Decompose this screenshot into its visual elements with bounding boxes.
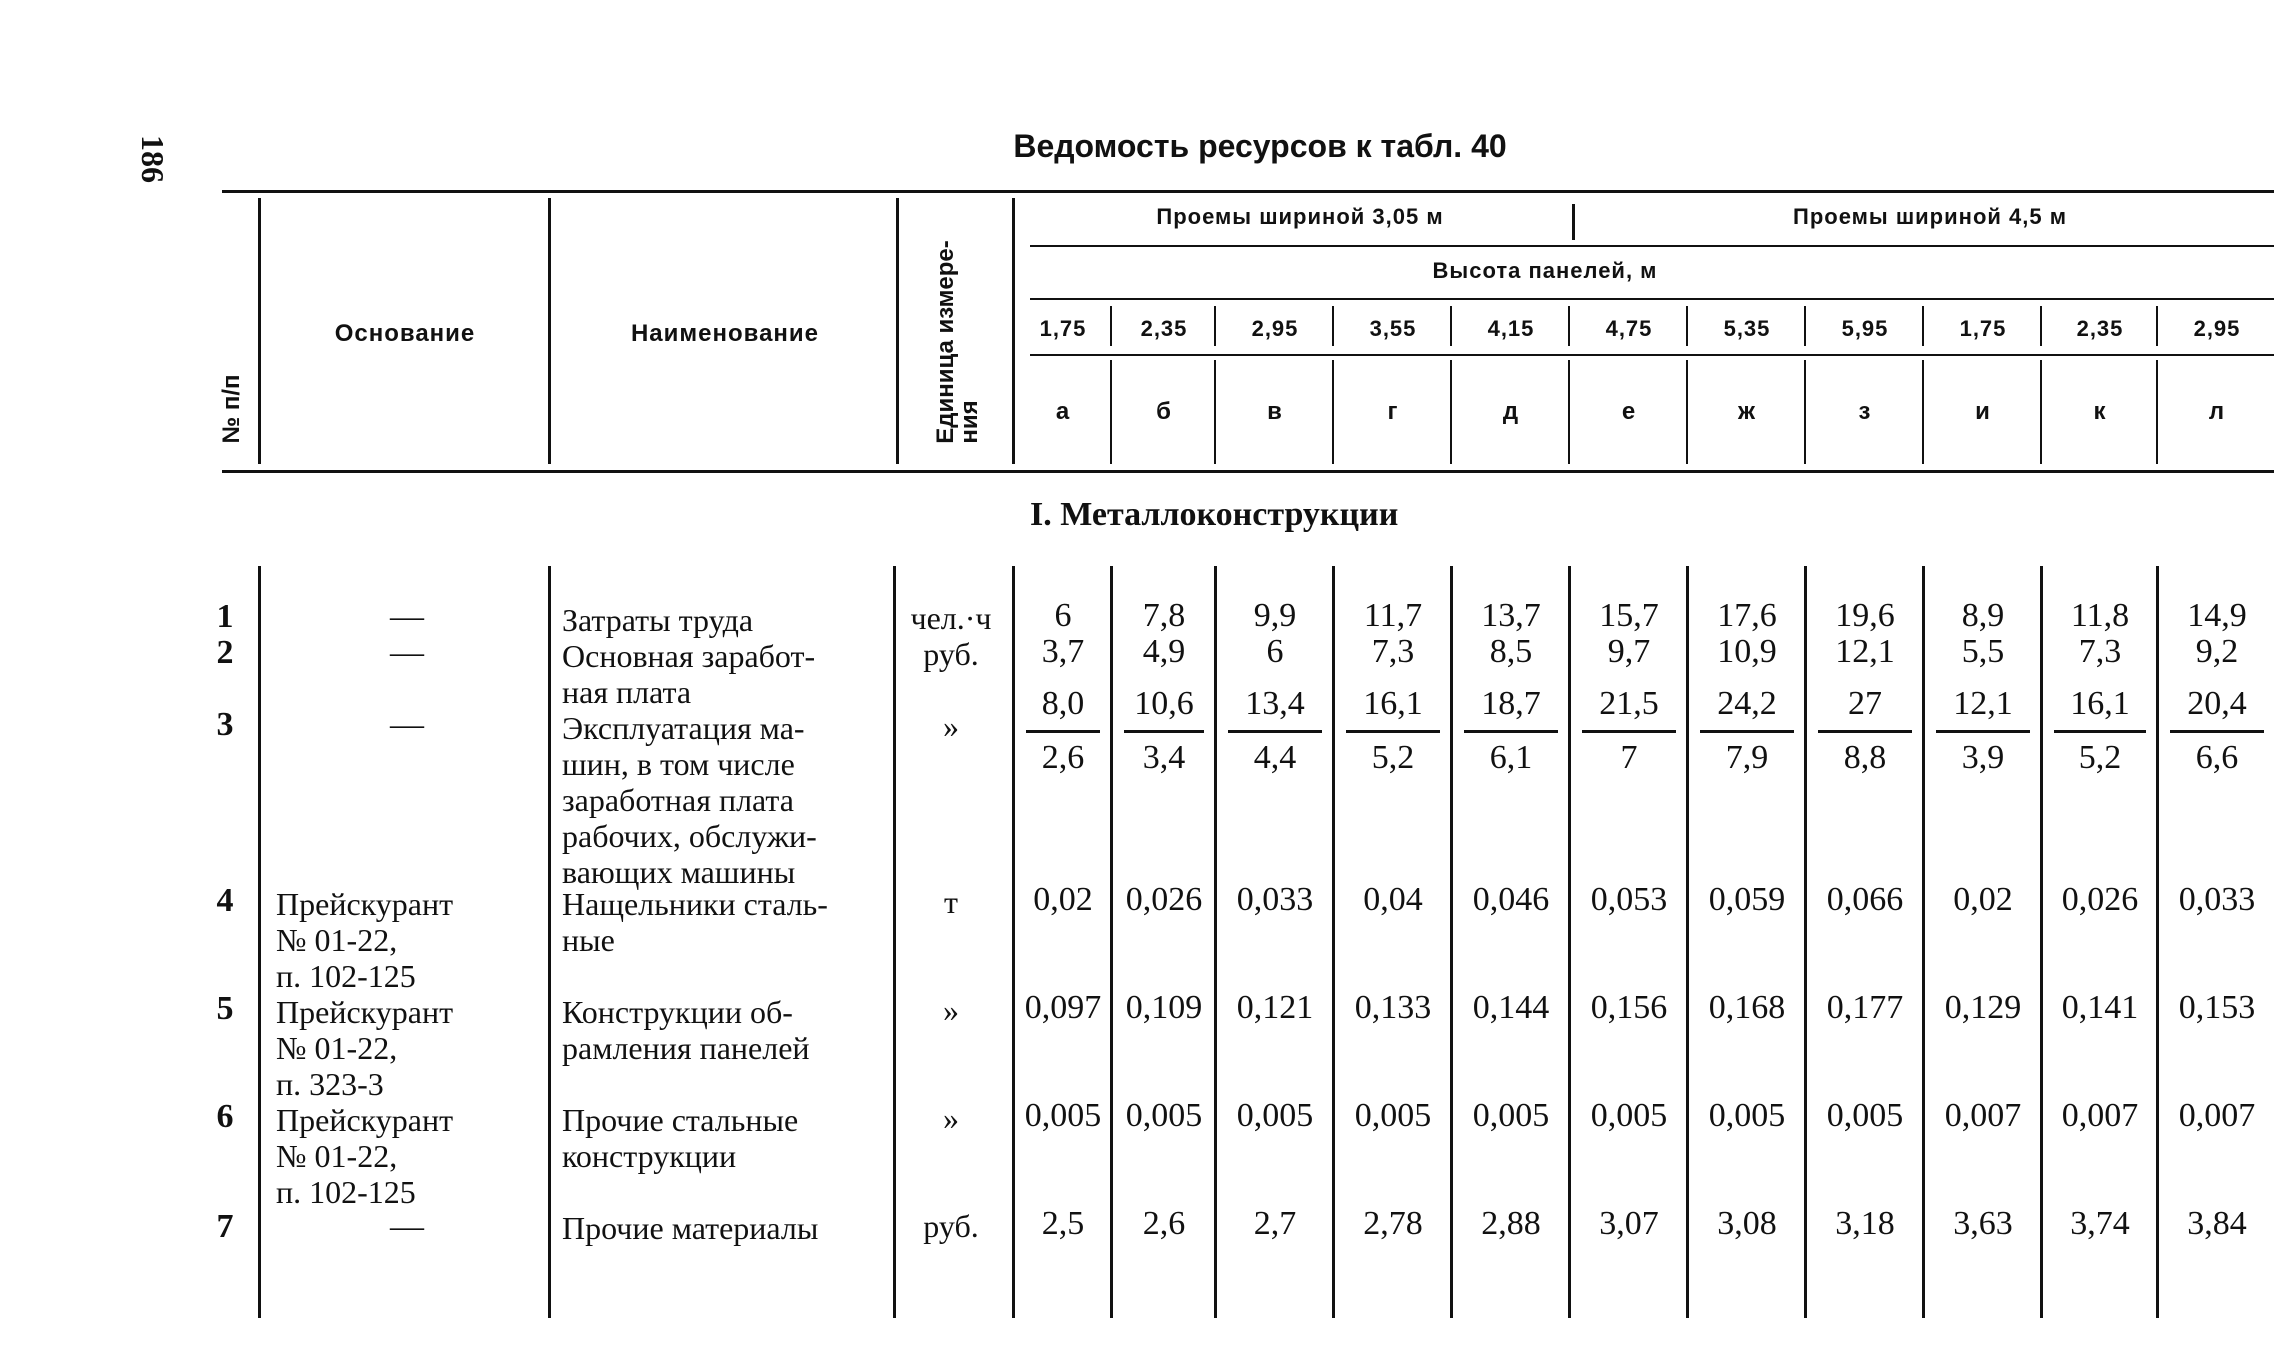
value-cell: 17,6 [1717,597,1777,634]
column-letter: г [1387,398,1399,425]
value-cell: 6 [1054,597,1072,634]
value-cell: 7,3 [2078,633,2122,670]
height-divider [1332,306,1334,346]
value-cell: 0,007 [1944,1097,2022,1134]
height-value: 2,35 [1140,316,1188,341]
fraction-top: 13,4 [1245,685,1305,722]
height-divider [1922,306,1924,346]
value-cell: 7,8 [1142,597,1186,634]
column-letter: з [1858,398,1872,425]
value-cell: 13,7 [1481,597,1541,634]
value-cell: 0,033 [1236,881,1314,918]
value-cell: 0,053 [1590,881,1668,918]
fraction-top: 10,6 [1134,685,1194,722]
row-unit: » [943,992,959,1028]
fraction-line [1936,730,2030,733]
value-col-divider [1568,566,1571,1318]
row-unit: » [943,1100,959,1136]
height-value: 5,35 [1723,316,1771,341]
column-letter: к [2093,398,2107,425]
value-cell: 3,7 [1041,633,1085,670]
value-cell: 0,109 [1125,989,1203,1026]
height-divider [1214,306,1216,346]
letter-divider [1110,360,1112,464]
fraction-bottom: 5,2 [2078,739,2122,776]
row-name: Конструкции об- рамления панелей [562,994,810,1066]
row-num: 4 [216,882,234,919]
column-letter: а [1055,398,1071,425]
fraction-line [1464,730,1558,733]
letter-divider [1332,360,1334,464]
height-value: 1,75 [1959,316,2007,341]
column-letter: ж [1737,398,1756,425]
height-value: 2,95 [2193,316,2241,341]
value-cell: 8,9 [1961,597,2005,634]
column-letter: д [1502,398,1520,425]
fraction-top: 20,4 [2187,685,2247,722]
value-cell: 0,005 [1236,1097,1314,1134]
height-value: 5,95 [1841,316,1889,341]
fraction-bottom: 6,1 [1489,739,1533,776]
value-cell: 19,6 [1835,597,1895,634]
value-cell: 2,88 [1481,1205,1541,1242]
basis-dash: — [390,1208,424,1245]
fraction-line [2170,730,2264,733]
body-col-divider [548,566,551,1318]
value-col-divider [1450,566,1453,1318]
basis-dash: — [390,634,424,671]
value-cell: 0,026 [2061,881,2139,918]
value-cell: 0,046 [1472,881,1550,918]
row-name: Прочие стальные конструкции [562,1102,799,1174]
group-4-5: Проемы шириной 4,5 м [1793,204,2067,229]
fraction-line [1026,730,1100,733]
fraction-line [1582,730,1676,733]
value-cell: 7,3 [1371,633,1415,670]
basis-text: Прейскурант № 01-22, п. 102-125 [276,1102,454,1210]
value-cell: 0,033 [2178,881,2256,918]
letter-divider [1804,360,1806,464]
fraction-line [1228,730,1322,733]
value-cell: 14,9 [2187,597,2247,634]
height-divider [1804,306,1806,346]
value-col-divider [2040,566,2043,1318]
value-cell: 0,153 [2178,989,2256,1026]
fraction-bottom: 6,6 [2195,739,2239,776]
fraction-bottom: 3,4 [1142,739,1186,776]
heights-rule [1030,354,2274,356]
row-num: 7 [216,1208,234,1245]
header-basis: Основание [334,320,476,347]
value-col-divider [1332,566,1335,1318]
fraction-bottom: 7 [1620,739,1638,776]
group-3-05: Проемы шириной 3,05 м [1156,204,1444,229]
basis-dash: — [390,706,424,743]
fraction-top: 12,1 [1953,685,2013,722]
fraction-top: 16,1 [1363,685,1423,722]
value-cell: 2,5 [1041,1205,1085,1242]
header-bottom-rule [222,470,2274,473]
row-name: Нащельники сталь- ные [562,886,828,958]
height-value: 1,75 [1039,316,1087,341]
height-value: 4,75 [1605,316,1653,341]
value-cell: 3,07 [1599,1205,1659,1242]
value-cell: 2,78 [1363,1205,1423,1242]
row-unit: чел.·ч [910,600,992,636]
letter-divider [1686,360,1688,464]
height-value: 2,35 [2076,316,2124,341]
height-divider [2156,306,2158,346]
basis-dash: — [390,598,424,635]
value-cell: 0,059 [1708,881,1786,918]
value-cell: 0,005 [1472,1097,1550,1134]
row-num: 6 [216,1098,234,1135]
height-value: 4,15 [1487,316,1535,341]
height-divider [1450,306,1452,346]
fraction-line [1124,730,1204,733]
value-col-divider [2156,566,2159,1318]
fraction-top: 21,5 [1599,685,1659,722]
value-cell: 0,04 [1363,881,1423,918]
header-col-divider [548,198,551,464]
value-cell: 3,74 [2070,1205,2130,1242]
value-col-divider [1804,566,1807,1318]
row-num: 3 [216,706,234,743]
page-title: Ведомость ресурсов к табл. 40 [1013,128,1507,164]
height-rule [1030,298,2274,300]
letter-divider [1450,360,1452,464]
value-cell: 3,08 [1717,1205,1777,1242]
column-letter: б [1156,398,1172,425]
value-cell: 0,005 [1826,1097,1904,1134]
header-unit-1: Единица измере- [932,240,959,444]
header-col-divider [1012,198,1015,464]
page-number: 186 [135,135,171,183]
value-col-divider [1922,566,1925,1318]
group-rule [1030,245,2274,247]
section-title: I. Металлоконструкции [1030,496,1399,533]
value-cell: 0,156 [1590,989,1668,1026]
row-name: Затраты труда [562,602,754,638]
value-cell: 0,005 [1125,1097,1203,1134]
fraction-bottom: 3,9 [1961,739,2005,776]
fraction-bottom: 5,2 [1371,739,1415,776]
value-cell: 11,7 [1363,597,1423,634]
letter-divider [1568,360,1570,464]
value-cell: 15,7 [1599,597,1659,634]
header-name: Наименование [630,320,820,347]
value-cell: 0,005 [1354,1097,1432,1134]
letter-divider [1214,360,1216,464]
height-label: Высота панелей, м [1432,258,1658,283]
row-name: Эксплуатация ма- шин, в том числе заработная плата рабочих, обслужи- вающих машины [562,710,817,890]
value-cell: 3,18 [1835,1205,1895,1242]
value-cell: 0,168 [1708,989,1786,1026]
column-letter: е [1621,398,1637,425]
value-cell: 2,7 [1253,1205,1297,1242]
value-cell: 2,6 [1142,1205,1186,1242]
value-cell: 8,5 [1489,633,1533,670]
fraction-top: 16,1 [2070,685,2130,722]
header-unit-2: ния [956,400,983,444]
column-letter: и [1975,398,1991,425]
height-divider [2040,306,2042,346]
height-divider [1686,306,1688,346]
fraction-line [1818,730,1912,733]
height-value: 2,95 [1251,316,1299,341]
value-cell: 0,097 [1024,989,1102,1026]
value-cell: 0,177 [1826,989,1904,1026]
value-cell: 3,63 [1953,1205,2013,1242]
value-cell: 9,7 [1607,633,1651,670]
row-unit: » [943,708,959,744]
row-name: Основная заработ- ная плата [562,638,816,710]
column-letter: л [2208,398,2226,425]
value-cell: 0,121 [1236,989,1314,1026]
body-col-divider [258,566,261,1318]
letter-divider [1922,360,1924,464]
fraction-line [2054,730,2146,733]
value-cell: 5,5 [1961,633,2005,670]
value-cell: 0,026 [1125,881,1203,918]
row-unit: т [944,884,958,920]
value-cell: 0,141 [2061,989,2139,1026]
fraction-bottom: 7,9 [1725,739,1769,776]
value-col-divider [1110,566,1113,1318]
value-col-divider [1214,566,1217,1318]
fraction-top: 8,0 [1041,685,1085,722]
basis-text: Прейскурант № 01-22, п. 323-3 [276,994,454,1102]
fraction-line [1700,730,1794,733]
value-cell: 0,066 [1826,881,1904,918]
height-divider [1568,306,1570,346]
value-cell: 10,9 [1717,633,1777,670]
fraction-top: 18,7 [1481,685,1541,722]
value-cell: 9,9 [1253,597,1297,634]
body-col-divider [893,566,896,1318]
value-cell: 4,9 [1142,633,1186,670]
body-col-divider [1012,566,1015,1318]
header-top-rule [222,190,2274,193]
value-cell: 0,005 [1590,1097,1668,1134]
fraction-bottom: 8,8 [1843,739,1887,776]
header-col-divider [896,198,899,464]
basis-text: Прейскурант № 01-22, п. 102-125 [276,886,454,994]
fraction-top: 24,2 [1717,685,1777,722]
fraction-bottom: 4,4 [1253,739,1297,776]
value-cell: 6 [1266,633,1284,670]
value-cell: 0,007 [2178,1097,2256,1134]
fraction-line [1346,730,1440,733]
letter-divider [2040,360,2042,464]
row-num: 1 [216,598,234,635]
value-cell: 0,005 [1024,1097,1102,1134]
value-cell: 0,007 [2061,1097,2139,1134]
row-num: 5 [216,990,234,1027]
row-name: Прочие материалы [562,1210,819,1246]
value-cell: 0,005 [1708,1097,1786,1134]
row-unit: руб. [923,636,979,672]
fraction-bottom: 2,6 [1041,739,1085,776]
header-num: № п/п [218,374,245,444]
value-cell: 0,02 [1953,881,2013,918]
column-letter: в [1267,398,1283,425]
value-cell: 0,133 [1354,989,1432,1026]
value-cell: 0,144 [1472,989,1550,1026]
value-cell: 11,8 [2070,597,2130,634]
value-cell: 0,129 [1944,989,2022,1026]
row-unit: руб. [923,1208,979,1244]
value-cell: 12,1 [1835,633,1895,670]
letter-divider [2156,360,2158,464]
value-cell: 3,84 [2187,1205,2247,1242]
height-divider [1110,306,1112,346]
group-divider [1572,204,1575,240]
value-cell: 0,02 [1033,881,1093,918]
header-col-divider [258,198,261,464]
height-value: 3,55 [1369,316,1417,341]
value-cell: 9,2 [2195,633,2239,670]
value-col-divider [1686,566,1689,1318]
row-num: 2 [216,634,234,671]
fraction-top: 27 [1848,685,1882,722]
